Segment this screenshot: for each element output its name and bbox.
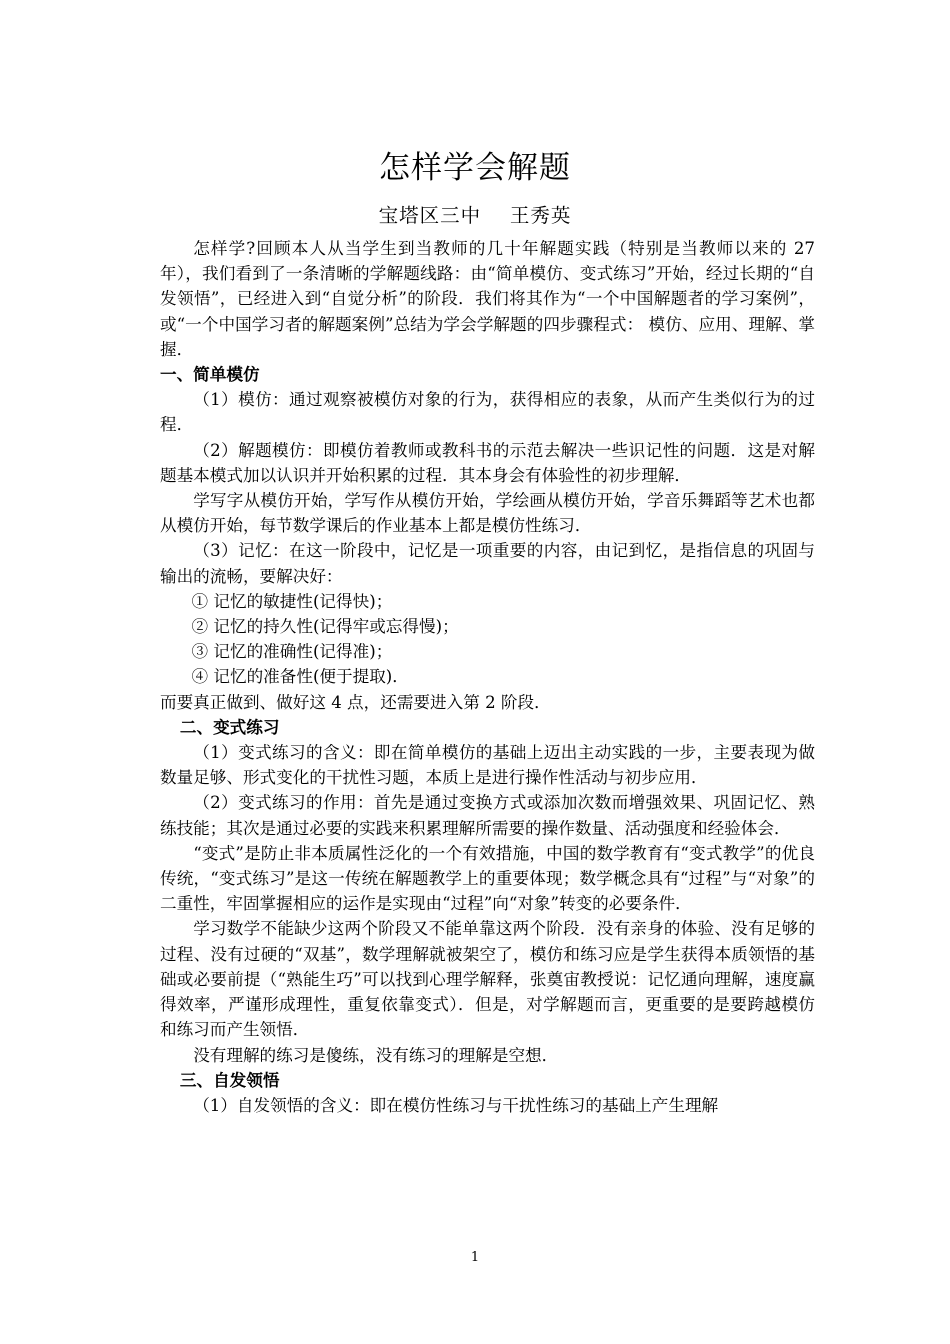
paragraph: “变式”是防止非本质属性泛化的一个有效措施，中国的数学教育有“变式教学”的优良传统，“变式练习”是这一传统在解题教学上的重要体现；数学概念具有“过程”与“对象”的二重性，牢固掌握相应的运作是实现由“过程”向“对象”转变的必要条件．: [160, 843, 815, 914]
intro-paragraph: 怎样学?回顾本人从当学生到当教师的几十年解题实践（特别是当教师以来的 27 年），我们看到了一条清晰的学解题线路：由“简单模仿、变式练习”开始，经过长期的“自发领悟”，已经进入到“自觉分析”的阶段．我们将其作为“一个中国解题者的学习案例”，或“一个中国学习者的解题案例”总结为学会学解题的四步骤程式： 模仿、应用、理解、掌握．: [160, 239, 815, 359]
paragraph: 学习数学不能缺少这两个阶段又不能单靠这两个阶段．没有亲身的体验、没有足够的过程、没有过硬的“双基”，数学理解就被架空了，模仿和练习应是学生获得本质领悟的基础或必要前提（“熟能生巧”可以找到心理学解释，张奠宙教授说：记忆通向理解，速度赢得效率，严谨形成理性，重复依靠变式）．但是，对学解题而言，更重要的是要跨越模仿和练习而产生领悟．: [160, 919, 815, 1040]
page-number: 1: [470, 1250, 480, 1265]
paragraph: （1）模仿：通过观察被模仿对象的行为，获得相应的表象，从而产生类似行为的过程．: [160, 390, 815, 435]
section-heading-2: 二、变式练习: [179, 717, 280, 737]
paragraph: （2）解题模仿：即模仿着教师或教科书的示范去解决一些识记性的问题．这是对解题基本模式加以认识并开始积累的过程．其本身会有体验性的初步理解．: [160, 440, 815, 485]
list-item: ① 记忆的敏捷性(记得快)；: [191, 591, 393, 611]
paragraph: 而要真正做到、做好这 4 点，还需要进入第 2 阶段．: [160, 692, 551, 712]
list-item: ④ 记忆的准备性(便于提取)．: [191, 667, 409, 687]
section-heading-3: 三、自发领悟: [179, 1070, 280, 1090]
paragraph: （1）变式练习的含义：即在简单模仿的基础上迈出主动实践的一步，主要表现为做数量足够、形式变化的干扰性习题，本质上是进行操作性活动与初步应用．: [160, 743, 815, 788]
document-title: 怎样学会解题: [379, 150, 571, 186]
paragraph: （2）变式练习的作用：首先是通过变换方式或添加次数而增强效果、巩固记忆、熟练技能；其次是通过必要的实践来积累理解所需要的操作数量、活动强度和经验体会．: [160, 793, 815, 838]
list-item: ③ 记忆的准确性(记得准)；: [191, 642, 393, 662]
paragraph: 没有理解的练习是傻练，没有练习的理解是空想．: [193, 1045, 559, 1065]
section-heading-1: 一、简单模仿: [160, 365, 260, 385]
paragraph: （3）记忆：在这一阶段中，记忆是一项重要的内容，由记到忆，是指信息的巩固与输出的流畅，要解决好：: [160, 541, 815, 586]
document-author-line: 宝塔区三中 王秀英: [378, 204, 572, 227]
paragraph: （1）自发领悟的含义：即在模仿性练习与干扰性练习的基础上产生理解: [193, 1095, 719, 1115]
list-item: ② 记忆的持久性(记得牢或忘得慢)；: [191, 617, 459, 637]
document-body: [160, 236, 815, 1118]
paragraph: 学写字从模仿开始，学写作从模仿开始，学绘画从模仿开始，学音乐舞蹈等艺术也都从模仿开始，每节数学课后的作业基本上都是模仿性练习．: [160, 491, 815, 536]
